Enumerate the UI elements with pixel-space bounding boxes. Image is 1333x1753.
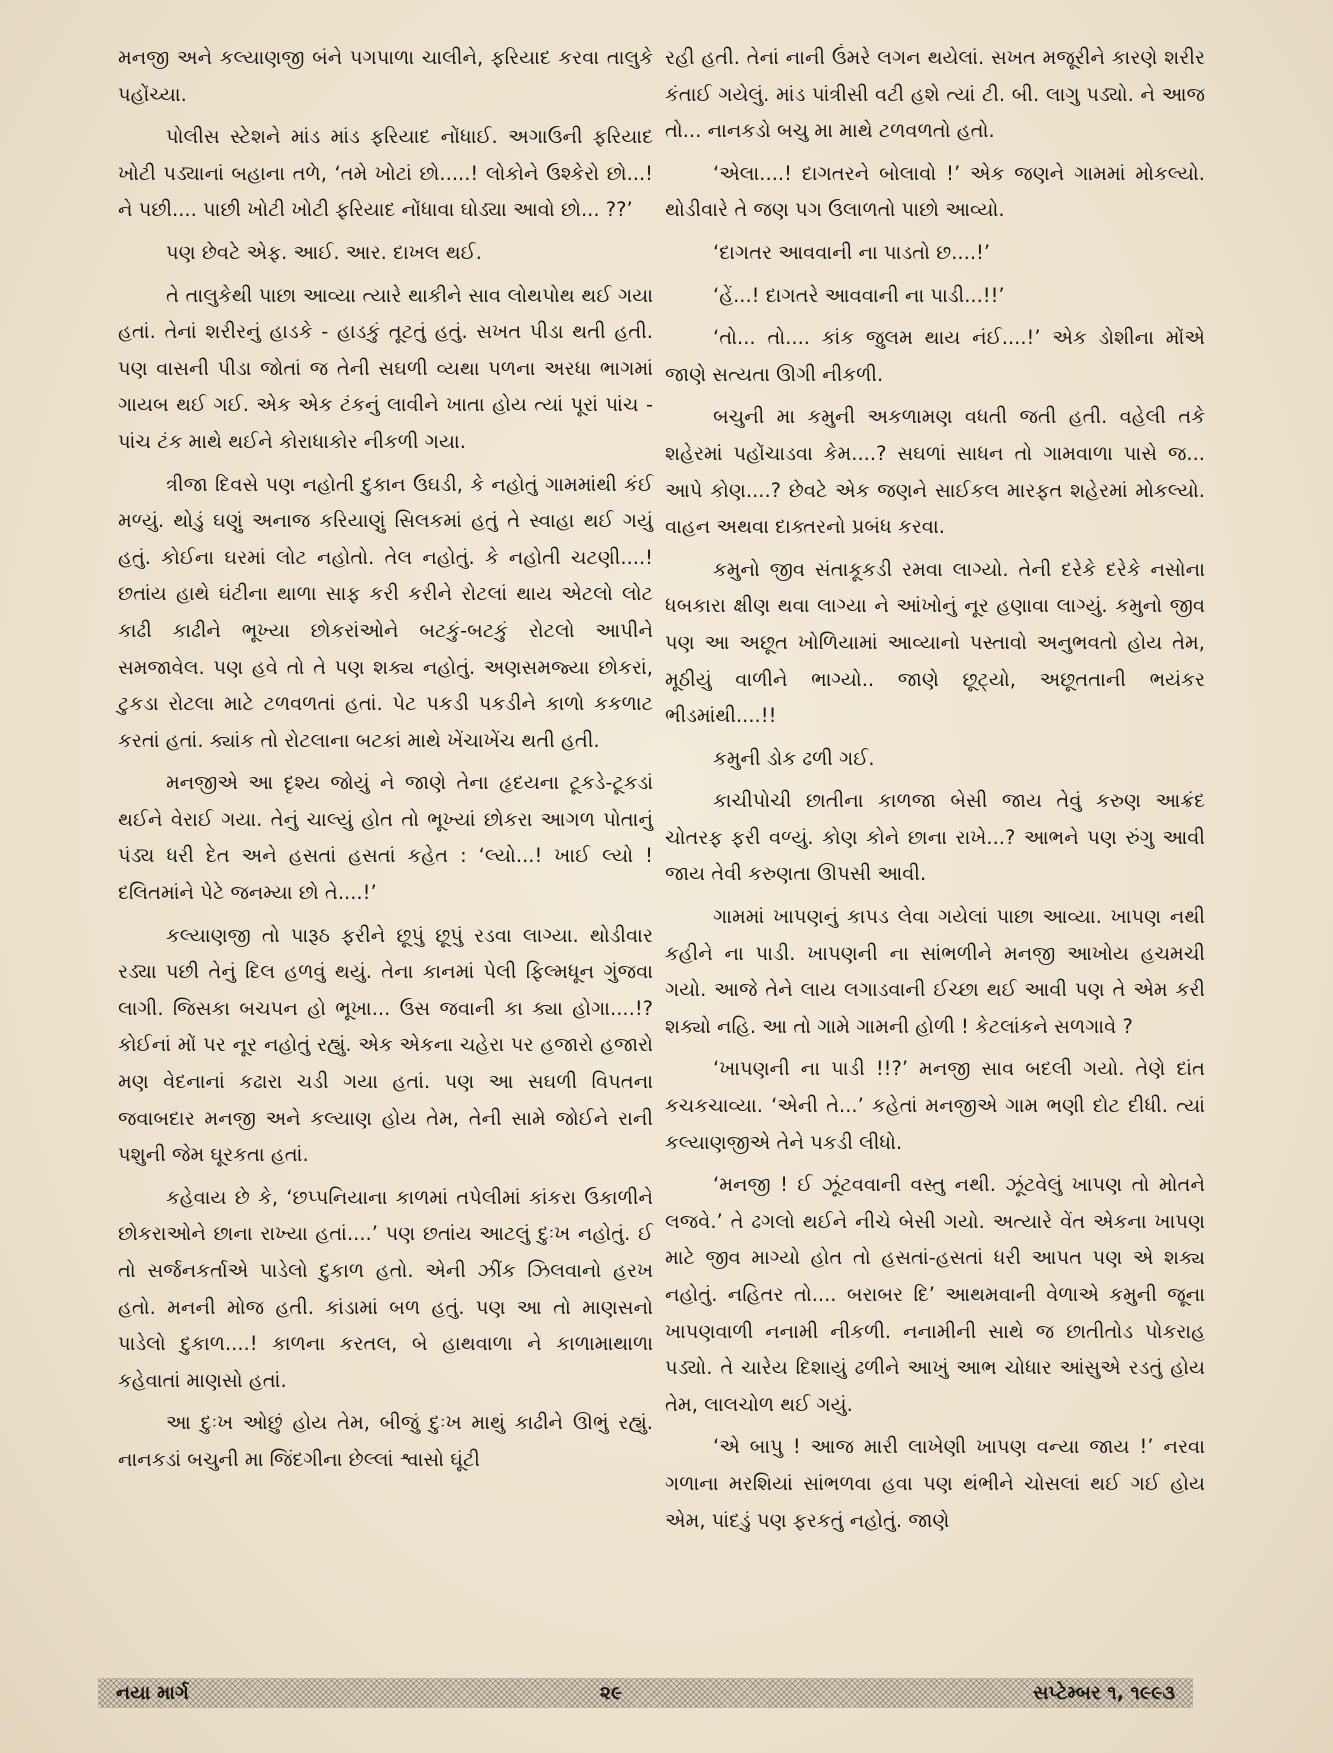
paragraph: ત્રીજા દિવસે પણ નહોતી દુકાન ઉઘડી, કે નહોતું ગામમાંથી કંઈ મળ્યું. થોડું ઘણું અનાજ કરિયાણું સિલકમાં હતું તે સ્વાહા થઈ ગયું હતું. કોઈના ઘરમાં લોટ નહોતો. તેલ નહોતું. કે નહોતી ચટણી....! છતાંય હાથે ઘંટીના થાળા સાફ કરી કરીને રોટલાં થાય એટલો લોટ કાઢી કાઢીને ભૂખ્યા છોકરાંઓને બટકું-બટકું રોટલો આપીને સમજાવેલ. પણ હવે તો તે પણ શક્ય નહોતું. અણસમજ્યા છોકરાં, ટુકડા રોટલા માટે ટળવળતાં હતાં. પેટ પકડી પકડીને કાળો કકળાટ કરતાં હતાં. ક્યાંક તો રોટલાના બટકાં માથે ખેંચાખેંચ થતી હતી. xyxy=(118,472,653,752)
paragraph: ‘એ બાપુ ! આજ મારી લાખેણી ખાપણ વન્યા જાય !’ નરવા ગળાના મરશિયાં સાંભળવા હવા પણ થંભીને ચોસલાં થઈ ગઈ હોય એમ, પાંદડું પણ ફરકતું નહોતું. જાણે xyxy=(665,1435,1205,1532)
paragraph: ‘તો... તો.... કાંક જુલમ થાય નંઈ....!’ એક ડોશીના મોંએ જાણે સત્યતા ઊગી નીકળી. xyxy=(665,326,1205,386)
page-footer xyxy=(98,1678,1193,1708)
paragraph: મનજી અને કલ્યાણજી બંને પગપાળા ચાલીને, ફરિયાદ કરવા તાલુકે પહોંચ્યા. xyxy=(118,46,653,106)
paragraph: કમુની ડોક ઢળી ગઈ. xyxy=(713,746,875,770)
paragraph: પોલીસ સ્ટેશને માંડ માંડ ફરિયાદ નોંધાઈ. અગાઉની ફરિયાદ ખોટી પડ્યાનાં બહાના તળે, ‘તમે ખોટાં છો.....! લોકોને ઉશ્કેરો છો...! ને પછી.... પાછી ખોટી ખોટી ફરિયાદ નોંધાવા ઘોડ્યા આવો છો... ??’ xyxy=(118,125,653,222)
paragraph: તે તાલુકેથી પાછા આવ્યા ત્યારે થાકીને સાવ લોથપોથ થઈ ગયા હતાં. તેનાં શરીરનું હાડકે - હાડકું તૂટતું હતું. સખત પીડા થતી હતી. પણ વાસની પીડા જોતાં જ તેની સઘળી વ્યથા પળના અરધા ભાગમાં ગાયબ થઈ ગઈ. એક એક ટંકનું લાવીને ખાતા હોય ત્યાં પૂરાં પાંચ - પાંચ ટંક માથે થઈને કોરાધાકોર નીકળી ગયા. xyxy=(118,283,653,453)
paragraph: પણ છેવટે એફ. આઈ. આર. દાખલ થઈ. xyxy=(166,240,482,264)
left-column xyxy=(118,40,653,1485)
page-number: ૨૯ xyxy=(599,1682,623,1704)
right-column xyxy=(665,40,1205,1545)
paragraph: કહેવાય છે કે, ‘છપ્પનિયાના કાળમાં તપેલીમાં કાંકરા ઉકાળીને છોકરાઓને છાના રાખ્યા હતાં....’ પણ છતાંય આટલું દુઃખ નહોતું. ઈ તો સર્જનકર્તાએ પાડેલો દુકાળ હતો. એની ઝીંક ઝિલવાનો હરખ હતો. મનની મોજ હતી. કાંડામાં બળ હતું. પણ આ તો માણસનો પાડેલો દુકાળ....! કાળના કરતલ, બે હાથવાળા ને કાળામાથાળા કહેવાતાં માણસો હતાં. xyxy=(118,1185,653,1392)
issue-date: સપ્ટેમ્બર ૧, ૧૯૯૩ xyxy=(1033,1682,1175,1704)
paragraph: મનજીએ આ દૃશ્ય જોયું ને જાણે તેના હૃદયના ટૂકડે-ટૂકડાં થઈને વેરાઈ ગયા. તેનું ચાલ્યું હોત તો ભૂખ્યાં છોકરા આગળ પોતાનું પંડ્ય ધરી દેત અને હસતાં હસતાં કહેત : ‘લ્યો...! ખાઈ લ્યો ! દલિતમાંને પેટે જનમ્યા છો તે....!’ xyxy=(118,771,653,905)
paragraph: કમુનો જીવ સંતાકૂકડી રમવા લાગ્યો. તેની દરેકે દરેકે નસોના ધબકારા ક્ષીણ થવા લાગ્યા ને આંખોનું નૂર હણાવા લાગ્યું. કમુનો જીવ પણ આ અછૂત ખોળિયામાં આવ્યાનો પસ્તાવો અનુભવતો હોય તેમ, મૂઠીયું વાળીને ભાગ્યો.. જાણે છૂટ્યો, અછૂતતાની ભયંકર ભીડમાંથી....!! xyxy=(665,557,1205,728)
paragraph: ‘એલા....! દાગતરને બોલાવો !’ એક જણને ગામમાં મોકલ્યો. થોડીવારે તે જણ પગ ઉલાળતો પાછો આવ્યો. xyxy=(665,161,1205,222)
paragraph: ગામમાં ખાપણનું કાપડ લેવા ગયેલાં પાછા આવ્યા. ખાપણ નથી કહીને ના પાડી. ખાપણની ના સાંભળીને મનજી આખોય હચમચી ગયો. આજે તેને લાય લગાડવાની ઈચ્છા થઈ આવી પણ તે એમ કરી શક્યો નહિ. આ તો ગામે ગામની હોળી ! કેટલાંકને સળગાવે ? xyxy=(665,905,1205,1038)
paragraph: કલ્યાણજી તો પારૂઠ ફરીને છૂપું છૂપું રડવા લાગ્યા. થોડીવાર રડ્યા પછી તેનું દિલ હળવું થયું. તેના કાનમાં પેલી ફિલ્મધૂન ગુંજવા લાગી. જિસકા બચપન હો ભૂખા... ઉસ જવાની કા ક્યા હોગા....!? કોઈનાં મોં પર નૂર નહોતું રહ્યું. એક એકના ચહેરા પર હજારો હજારો મણ વેદનાનાં કઢારા ચડી ગયા હતાં. પણ આ સઘળી વિપતના જવાબદાર મનજી અને કલ્યાણ હોય તેમ, તેની સામે જોઈને રાની પશુની જેમ ઘૂરકતા હતાં. xyxy=(118,923,653,1167)
paragraph: કાચીપોચી છાતીના કાળજા બેસી જાય તેવું કરુણ આક્રંદ ચોતરફ ફરી વળ્યું. કોણ કોને છાના રાખે...? આભને પણ રુંગુ આવી જાય તેવી કરુણતા ઊપસી આવી. xyxy=(665,789,1205,886)
paragraph: રહી હતી. તેનાં નાની ઉંમરે લગન થયેલાં. સખત મજૂરીને કારણે શરીર કંતાઈ ગયેલું. માંડ પાંત્રીસી વટી હશે ત્યાં ટી. બી. લાગુ પડ્યો. ને આજ તો... નાનકડો બચુ મા માથે ટળવળતો હતો. xyxy=(665,46,1205,143)
paragraph: ‘દાગતર આવવાની ના પાડતો છ....!’ xyxy=(713,240,991,264)
paragraph: ‘હેં...! દાગતરે આવવાની ના પાડી...!!’ xyxy=(713,283,1005,307)
paragraph: બચુની મા કમુની અકળામણ વધતી જતી હતી. વહેલી તકે શહેરમાં પહોંચાડવા કેમ....? સઘળાં સાધન તો ગામવાળા પાસે જ... આપે કોણ....? છેવટે એક જણને સાઈકલ મારફત શહેરમાં મોકલ્યો. વાહન અથવા દાક્તરનો પ્રબંધ કરવા. xyxy=(665,405,1205,539)
paragraph: ‘મનજી ! ઈ ઝૂંટવવાની વસ્તુ નથી. ઝૂંટવેલું ખાપણ તો મોતને લજવે.’ તે ઢગલો થઈને નીચે બેસી ગયો. અત્યારે વેંત એકના ખાપણ માટે જીવ માગ્યો હોત તો હસતાં-હસતાં ધરી આપત પણ એ શક્ય નહોતું. નહિતર તો.... બરાબર દિ’ આથમવાની વેળાએ કમુની જૂના ખાપણવાળી નનામી નીકળી. નનામીની સાથે જ છાતીતોડ પોકરાહ પડ્યો. તે ચારેય દિશાયું ઢળીને આખું આભ ચોધાર આંસુએ રડતું હોય તેમ, લાલચોળ થઈ ગયું. xyxy=(665,1173,1205,1416)
paragraph: ‘ખાપણની ના પાડી !!?’ મનજી સાવ બદલી ગયો. તેણે દાંત કચકચાવ્યા. ‘એની તે...’ કહેતાં મનજીએ ગામ ભણી દોટ દીધી. ત્યાં કલ્યાણજીએ તેને પકડી લીધો. xyxy=(665,1057,1205,1154)
magazine-name: નયા માર્ગ xyxy=(116,1682,189,1704)
paragraph: આ દુઃખ ઓછું હોય તેમ, બીજું દુઃખ માથું કાઢીને ઊભું રહ્યું. નાનકડાં બચુની મા જિંદગીના છેલ્લાં શ્વાસો ઘૂંટી xyxy=(118,1411,653,1471)
